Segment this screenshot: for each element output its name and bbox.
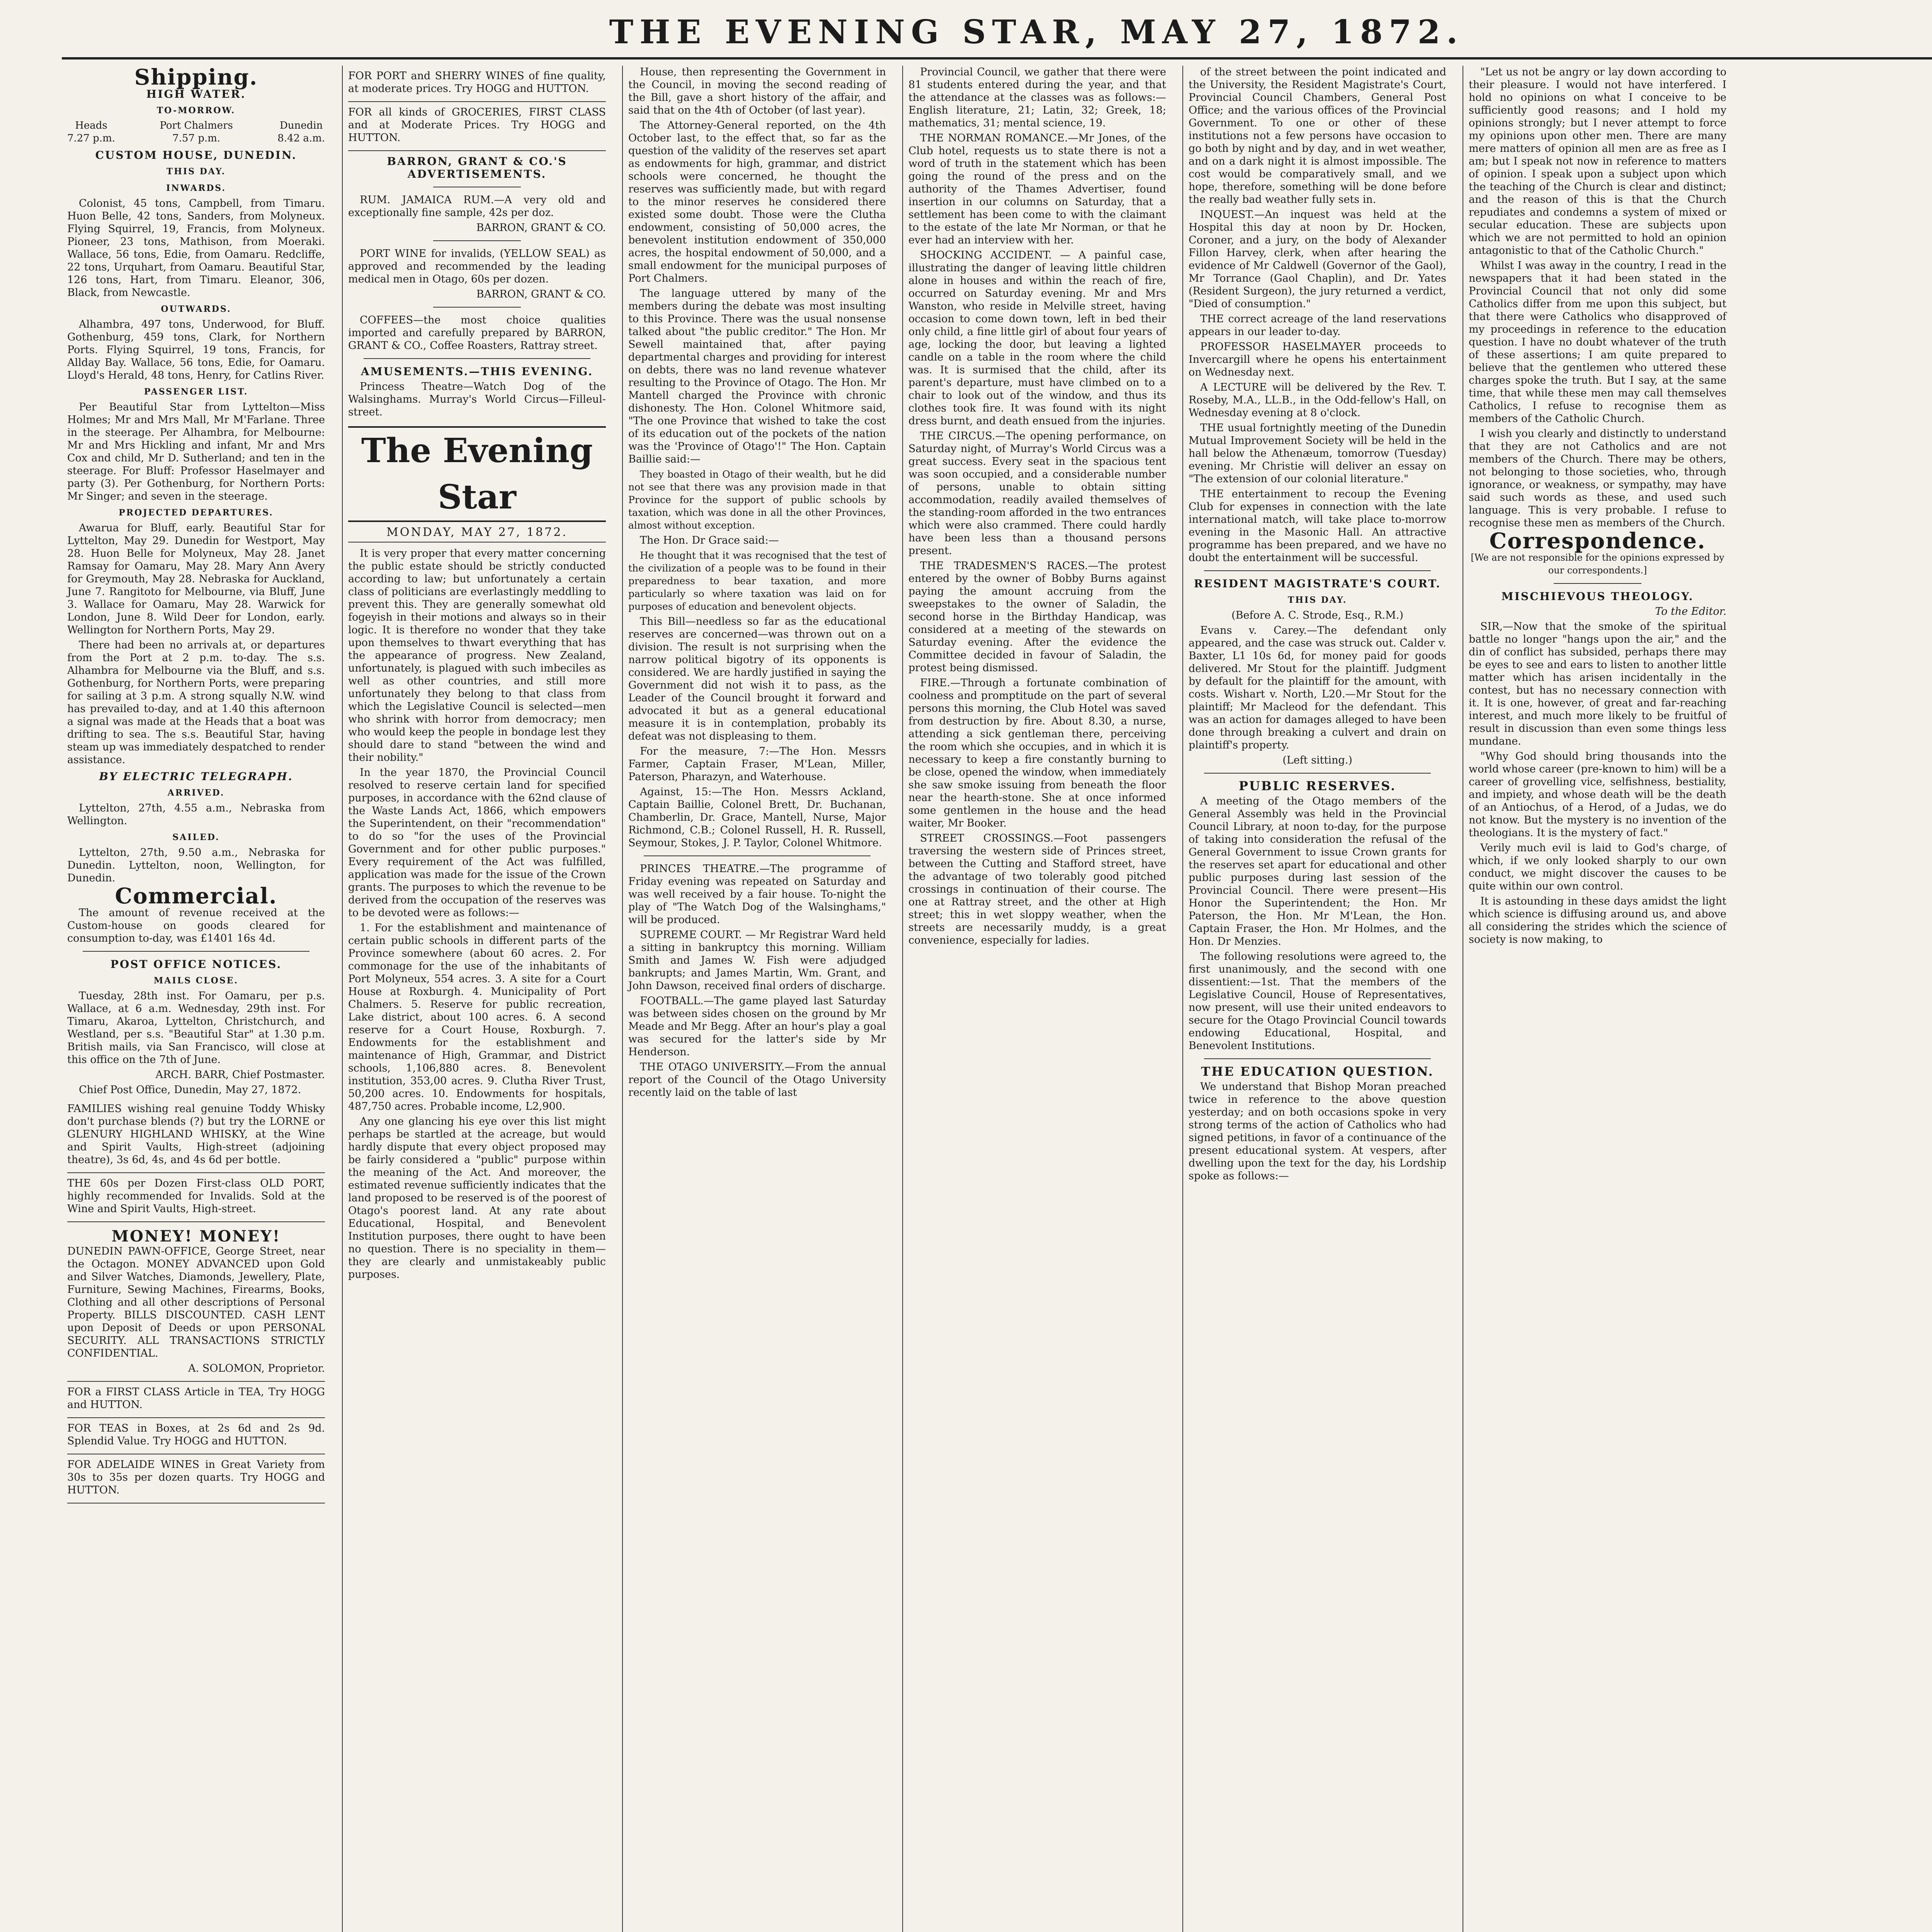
- projected-label: PROJECTED DEPARTURES.: [119, 508, 274, 518]
- passenger-label: PASSENGER LIST.: [144, 387, 248, 397]
- quoted-speech: He thought that it was recognised that the test of the civilization of a people was to be found in their preparedness to bear taxation, and more particularly so where taxation was laid on for purposes of education and benevolent objects.: [628, 550, 886, 612]
- news-item: Provincial Council, we gather that there were 81 students entered during the year, and that the attendance at the classes was as follows:—English literature, 21; Latin, 32; Greek, 18; mathematics, 31; mental science, 19.: [908, 66, 1166, 129]
- news-item: STREET CROSSINGS.—Foot passengers traversing the western side of Princes street, between the Cutting and Stafford street, have the advantage of two tolerably good pitched crossings in continuation of their course. The one at Rattray street, and the other at High street; this in wet sloppy weather, when the streets are necessarily muddy, is a great convenience, especially for ladies.: [908, 832, 1166, 946]
- article-paragraph: We understand that Bishop Moran preached twice in reference to the above question yesterday; and on both occasions spoke in very strong terms of the action of Catholics who had signed petitions, in favor of a continuance of the present educational system. At vespers, after dwelling upon the text for the day, his Lordship spoke as follows:—: [1189, 1081, 1446, 1182]
- letter-paragraph: It is astounding in these days amidst the light which science is diffusing around us, and above all considering the strides which the science of society is now making, to: [1469, 895, 1726, 946]
- article-paragraph: Whilst I was away in the country, I read in the newspapers that it had been stated in the Provincial Council that not only did some Catholics differ from me upon this subject, but that there were Catholics who disapproved of my proceedings in reference to the education question. I have no doubt whatever of the truth of these assertions; I am quite prepared to believe that the gentlemen who uttered these charges spoke the truth. But I say, at the same time, that while these men may call themselves Catholics, I refuse to recognise them as members of the Catholic Church.: [1469, 260, 1726, 425]
- ad-whisky: FAMILIES wishing real genuine Toddy Whisky don't purchase blends (?) but try the LORNE or GLENURY HIGHLAND WHISKY, at the Wine and Spirit Vaults, High-street (adjoining theatre), 3s 6d, 4s, and 4s 6d per bottle.: [67, 1099, 325, 1173]
- article-paragraph: House, then representing the Government in the Council, in moving the second reading of the Bill, gave a short history of the affair, and said that on the 4th of October (of last year).: [628, 66, 886, 116]
- commercial-text: The amount of revenue received at the Custom-house on goods cleared for consumption to-day, was £1401 16s 4d.: [67, 907, 325, 944]
- high-water-label: HIGH WATER.: [146, 88, 246, 100]
- divider: [433, 307, 521, 308]
- article-paragraph: The Hon. Dr Grace said:—: [640, 534, 779, 546]
- tide-table: [67, 119, 325, 145]
- ad-rum: RUM. JAMAICA RUM.—A very old and exceptionally fine sample, 42s per doz.: [348, 194, 606, 219]
- leader-paragraph: It is very proper that every matter concerning the public estate should be strictly conducted according to law; but unfortunately a certain class of politicians are everlastingly meddling to prevent this. They are generally somewhat old fogeyish in their motions and always so in their logic. It is therefore no wonder that they take upon themselves to thwart everything that has the appearance of progress. New Zealand, unfortunately, is plagued with such imbeciles as well as other countries, and still more unfortunately they belong to that class from which the Legislative Council is selected—men who shrink with horror from democracy; men who would keep the people in bondage lest they should dare to stand "between the wind and their nobility.": [348, 548, 606, 764]
- divider: [83, 951, 310, 952]
- inwards-label: INWARDS.: [166, 183, 226, 193]
- left-sitting: (Left sitting.): [1282, 754, 1352, 766]
- news-item: FIRE.—Through a fortunate combination of coolness and promptitude on the part of several persons this morning, the Club Hotel was saved from destruction by fire. About 8.30, a nurse, attending a sick gentleman there, perceiving the room which she occupies, and in which it is necessary to keep a fire constantly burning to be close, opened the window, when immediately she saw smoke issuing from beneath the floor near the hearth-stone. She at once informed some gentlemen in the house and the head waiter, Mr Booker.: [908, 677, 1166, 829]
- news-item: SUPREME COURT. — Mr Registrar Ward held a sitting in bankruptcy this morning. William Smith and James W. Fish were adjudged bankrupts; and James Martin, Wm. Grant, and John Dawson, received final orders of discharge.: [628, 929, 886, 992]
- newspaper-nameplate: The Evening Star: [348, 426, 606, 522]
- reserves-title: PUBLIC RESERVES.: [1238, 779, 1396, 793]
- news-item: PRINCES THEATRE.—The programme of Friday evening was repeated on Saturday and was well received by a fair house. To-night the play of "The Watch Dog of the Walsinghams," will be produced.: [628, 863, 886, 926]
- correspondence-note: [We are not responsible for the opinions expressed by our correspondents.]: [1471, 552, 1725, 576]
- news-item: THE CIRCUS.—The opening performance, on Saturday night, of Murray's World Circus was a great success. Every seat in the spacious tent was soon occupied, and a considerable number of persons, unable to obtain sitting accommodation, readily availed themselves of the standing-room afforded in the two entrances which were also crammed. There could hardly have been less than a thousand persons present.: [908, 430, 1166, 557]
- column-6: [1463, 66, 1732, 1932]
- amusements-text: Princess Theatre—Watch Dog of the Walsinghams. Murray's World Circus—Filleul-street.: [348, 381, 606, 418]
- news-item: THE entertainment to recoup the Evening Club for expenses in connection with the late international match, will take place to-morrow evening in the Masonic Hall. An attractive programme has been prepared, and we have no doubt the entertainment will be successful.: [1189, 488, 1446, 564]
- ad-groceries: FOR all kinds of GROCERIES, FIRST CLASS and at Moderate Prices. Try HOGG and HUTTON.: [348, 102, 606, 151]
- news-item: THE TRADESMEN'S RACES.—The protest entered by the owner of Bobby Burns against paying the amount accruing from the sweepstakes to the owner of Saladin, the second horse in the Birthday Handicap, was considered at a meeting of the stewards on Saturday evening. After the evidence the Committee decided in favour of Saladin, the protest being dismissed.: [908, 560, 1166, 674]
- column-1: [62, 66, 330, 1932]
- division-for: For the measure, 7:—The Hon. Messrs Farmer, Captain Fraser, M'Lean, Miller, Paterson, Pharazyn, and Waterhouse.: [628, 745, 886, 783]
- sailed-text: Lyttelton, 27th, 9.50 a.m., Nebraska for Dunedin. Lyttelton, noon, Wellington, for Dunedin.: [67, 847, 325, 884]
- tide-cell: Port Chalmers 7.57 p.m.: [160, 120, 233, 144]
- court-cases: Evans v. Carey.—The defendant only appeared, and the case was struck out. Calder v. Baxter, L1 10s 6d, for money paid for goods delivered. Mr Stout for the plaintiff. Judgment by default for the plaintiff for the amount, with costs. Wishart v. North, L20.—Mr Stout for the plaintiff; Mr Macleod for the defendant. This was an action for damages alleged to have been done through breaking a culvert and drain on plaintiff's property.: [1189, 624, 1447, 751]
- news-item: FOOTBALL.—The game played last Saturday was between sides chosen on the ground by Mr Meade and Mr Begg. After an hour's play a goal was secured for the latter's side by Mr Henderson.: [628, 995, 886, 1058]
- news-item: THE OTAGO UNIVERSITY.—From the annual report of the Council of the Otago University recently laid on the table of last: [628, 1061, 886, 1099]
- court-before: (Before A. C. Strode, Esq., R.M.): [1231, 609, 1403, 621]
- news-item: A LECTURE will be delivered by the Rev. T. Roseby, M.A., LL.B., in the Odd-fellow's Hall, on Wednesday evening at 8 o'clock.: [1189, 381, 1446, 419]
- tomorrow-label: TO-MORROW.: [156, 105, 236, 116]
- ad-tea: FOR a FIRST CLASS Article in TEA, Try HOGG and HUTTON.: [67, 1382, 325, 1418]
- news-item: THE NORMAN ROMANCE.—Mr Jones, of the Club hotel, requests us to state there is not a word of truth in the statement which has been going the round of the press and on the authority of the Thames Advertiser, found insertion in our columns on Saturday, that a settlement has been come to with the claimant to the estate of the late Mr Norman, or that he ever had an interview with her.: [908, 132, 1166, 246]
- letter-paragraph: "Why God should bring thousands into the world whose career (pre-known to him) will be a career of grovelling vice, selfishness, bestiality, and impiety, and whose death will be the death of an Antiochus, of a Herod, of a Judas, we do not know. But the mystery is no invention of the theologians. It is the mystery of fact.": [1469, 750, 1726, 839]
- arrivals-text: There had been no arrivals at, or departures from the Port at 2 p.m. to-day. The s.s. Alhambra for Melbourne via the Bluff, and s.s. Gothenburg, for Northern Ports, were preparing for sailing at 3 p.m. A strong squally N.W. wind has prevailed to-day, and at 1.40 this afternoon a signal was made at the Heads that a boat was drifting to sea. The s.s. Beautiful Star, having steam up was immediately despatched to render assistance.: [67, 639, 325, 766]
- article-paragraph: A meeting of the Otago members of the General Assembly was held in the Provincial Council Library, at noon to-day, for the purpose of taking into consideration the refusal of the General Government to issue Crown grants for the reserves set apart for educational and other public purposes during last session of the Provincial Council. There were present—His Honor the Superintendent; the Hon. Mr Paterson, the Hon. Mr M'Lean, the Hon. Captain Fraser, the Hon. Mr Holmes, and the Hon. Dr Menzies.: [1189, 795, 1446, 947]
- sailed-label: SAILED.: [172, 832, 220, 842]
- ad-old-port: THE 60s per Dozen First-class OLD PORT, highly recommended for Invalids. Sold at the Wine and Spirit Vaults, High-street.: [67, 1173, 325, 1222]
- court-title: RESIDENT MAGISTRATE'S COURT.: [1194, 577, 1441, 590]
- article-paragraph: This Bill—needless so far as the educational reserves are concerned—was thrown out on a division. The result is not surprising when the narrow political bigotry of its opponents is considered. We are hardly justified in saying the Government did not wish it to pass, as the Leader of the Council brought it forward and advocated it but as a general educational measure it is in contemplation, probably its defeat was not displeasing to them.: [628, 616, 886, 742]
- arrived-text: Lyttelton, 27th, 4.55 a.m., Nebraska from Wellington.: [67, 802, 325, 827]
- quoted-speech: They boasted in Otago of their wealth, but he did not see that there was any provision made in that Province for the support of public schools by taxation, which was done in all the other Provinces, almost without exception.: [628, 469, 886, 531]
- column-5: [1182, 66, 1452, 1932]
- court-day: THIS DAY.: [1287, 595, 1347, 605]
- leader-paragraph: In the year 1870, the Provincial Council resolved to reserve certain land for specified purposes, in accordance with the 62nd clause of the Waste Lands Act, 1866, which empowers the Superintendent, on their "recommendation" to do so "for the uses of the Provincial Government and for other public purposes." Every requirement of the Act was fulfilled, application was made for the issue of the Crown grants. The purposes to which the revenue to be derived from the occupation of the reserves was to be devoted were as follows:—: [348, 767, 606, 919]
- article-paragraph: The language uttered by many of the members during the debate was most insulting to this Province. There was the usual nonsense talked about "the public creditor." The Hon. Mr Sewell maintained that, after paying departmental charges and providing for interest on debts, there was no land revenue whatever resulting to the Province of Otago. The Hon. Mr Mantell charged the Province with chronic dishonesty. The Hon. Colonel Whitmore said, "The one Province that wished to take the cost of its education out of the pockets of the nation was the 'Province of Otago'!" The Hon. Captain Baillie said:—: [628, 287, 886, 465]
- letter-to: To the Editor.: [1655, 605, 1726, 617]
- arrived-label: ARRIVED.: [167, 788, 225, 798]
- education-title: THE EDUCATION QUESTION.: [1201, 1064, 1434, 1079]
- news-item: SHOCKING ACCIDENT. — A painful case, illustrating the danger of leaving little children alone in houses and within the reach of fire, occurred on Saturday evening. Mr and Mrs Wanston, who reside in Melville street, having occasion to come down town, left in bed their only child, a fine little girl of about four years of age, locking the door, but leaving a lighted candle on a table in the room where the child was. It is surmised that the child, after its parent's departure, must have climbed on to a chair to look out of the window, and thus its clothes took fire. It was found with its night dress burnt, and death ensued from the injuries.: [908, 249, 1166, 427]
- ad-port-wine-sign: BARRON, GRANT & CO.: [476, 288, 606, 300]
- postmaster-signature: ARCH. BARR, Chief Postmaster.: [155, 1069, 325, 1081]
- tide-cell: Dunedin 8.42 a.m.: [277, 120, 325, 144]
- ad-teas-boxes: FOR TEAS in Boxes, at 2s 6d and 2s 9d. Splendid Value. Try HOGG and HUTTON.: [67, 1418, 325, 1454]
- projected-text: Awarua for Bluff, early. Beautiful Star for Lyttelton, May 29. Dunedin for Westport, May 28. Huon Belle for Molyneux, May 28. Janet Ramsay for Oamaru, May 28. Mary Ann Avery for Greymouth, May 28. Nebraska for Auckland, June 7. Rangitoto for Melbourne, via Bluff, June 3. Wallace for Oamaru, May 28. Warwick for London, June 8. Wild Deer for London, early. Wellington for Northern Ports, May 29.: [67, 522, 325, 636]
- news-item: THE usual fortnightly meeting of the Dunedin Mutual Improvement Society will be held in the hall below the Athenæum, tomorrow (Tuesday) evening. Mr Christie will deliver an essay on "The extension of our colonial literature.": [1189, 422, 1446, 485]
- article-paragraph: The following resolutions were agreed to, the first unanimously, and the second with one dissentient:—1st. That the members of the Legislative Council, House of Representatives, now present, will use their united endeavors to secure for the Otago Provincial Council towards endowing Educational, Hospital, and Benevolent Institutions.: [1189, 951, 1446, 1052]
- divider: [364, 358, 590, 359]
- letter-paragraph: SIR,—Now that the smoke of the spiritual battle no longer "hangs upon the air," and the din of conflict has subsided, perhaps there may be eyes to see and ears to listen to another little matter which has arisen incidentally in the contest, but has no necessary connection with it. It is one, however, of great and far-reaching interest, and much more likely to be fruitful of result in discussion than even some things less mundane.: [1469, 621, 1726, 747]
- letter-paragraph: Verily much evil is laid to God's charge, of which, if we only looked sharply to our own conduct, we might discover the causes to be quite within our own control.: [1469, 842, 1726, 892]
- divider: [1204, 570, 1431, 571]
- ad-port-wine: PORT WINE for invalids, (YELLOW SEAL) as approved and recommended by the leading medical men in Otago, 60s per dozen.: [348, 248, 606, 285]
- ad-rum-sign: BARRON, GRANT & CO.: [476, 222, 606, 234]
- masthead: [62, 11, 1932, 60]
- ad-pawn-office: MONEY! MONEY! DUNEDIN PAWN-OFFICE, George Street, near the Octagon. MONEY ADVANCED upon Gold and Silver Watches, Diamonds, Jewellery, Plate, Furniture, Sewing Machines, Firearms, Books, Clothing and all other descriptions of Personal Property. BILLS DISCOUNTED. CASH LENT upon Deposit of Deeds or upon PERSONAL SECURITY. ALL TRANSACTIONS STRICTLY CONFIDENTIAL. A. SOLOMON, Proprietor.: [67, 1222, 325, 1382]
- news-item: INQUEST.—An inquest was held at the Hospital this day at noon by Dr. Hocken, Coroner, and a jury, on the body of Alexander Fillon Harvey, clerk, when after hearing the evidence of Mr Caldwell (Governor of the Gaol), Mr Torrance (Gaol Chaplin), and Dr. Yates (Resident Surgeon), the jury returned a verdict, "Died of consumption.": [1189, 209, 1446, 310]
- leader-paragraph: Any one glancing his eye over this list might perhaps be startled at the acreage, but would hardly dispute that every object proposed may be fairly considered a "public" purpose within the meaning of the Act. And moreover, the estimated revenue sufficiently indicates that the land proposed to be reserved is of the poorest of Otago's poorest land. At any rate about Educational, Hospital, and Benevolent Institution purposes, there ought to have been no question. There is no speciality in them—they are clearly and unmistakeably public purposes.: [348, 1116, 606, 1281]
- mails-close-label: MAILS CLOSE.: [153, 976, 239, 986]
- letter-title: MISCHIEVOUS THEOLOGY.: [1501, 590, 1694, 603]
- post-office-date: Chief Post Office, Dunedin, May 27, 1872.: [79, 1084, 301, 1096]
- news-item: THE correct acreage of the land reservations appears in our leader to-day.: [1189, 313, 1446, 338]
- article-paragraph: "Let us not be angry or lay down according to their pleasure. I would not have interfered. I hold no opinions on what I conceive to be sufficiently good reasons; and I hold my opinions strongly; but I never attempt to force my opinions upon other men. There are many mere matters of opinion all men are as free as I am; but I speak not now in reference to matters of opinion. I speak upon a subject upon which the teaching of the Church is clear and distinct; and the reason of this is that the Church repudiates and condemns a system of mixed or secular education. These are subjects upon which we are not permitted to hold an opinion antagonistic to that of the Catholic Church.": [1469, 66, 1726, 257]
- post-office-text: Tuesday, 28th inst. For Oamaru, per p.s. Wallace, at 6 a.m. Wednesday, 29th inst. For Timaru, Akaroa, Lyttelton, Christchurch, and Westland, per s.s. "Beautiful Star" at 1.30 p.m. British mails, via San Francisco, will close at this office on the 7th of June.: [67, 990, 325, 1066]
- page-title: THE EVENING STAR, MAY 27, 1872.: [609, 13, 1464, 51]
- divider: [1204, 1058, 1431, 1059]
- telegraph-label: BY ELECTRIC TELEGRAPH.: [99, 770, 293, 783]
- passenger-text: Per Beautiful Star from Lyttelton—Miss Holmes; Mr and Mrs Mall, Mr M'Farlane. Three in the steerage. Per Alhambra, for Melbourne: Mr and Mrs Hickling and infant, Mr and Mrs Cox and child, Mr D. Sutherland; and ten in the steerage. For Bluff: Professor Haselmayer and party (3). Per Gothenburg, for Northern Ports: Mr Singer; and seven in the steerage.: [67, 401, 325, 502]
- ad-coffee: COFFEES—the most choice qualities imported and carefully prepared by BARRON, GRANT & CO., Coffee Roasters, Rattray street.: [348, 314, 606, 352]
- article-paragraph: I wish you clearly and distinctly to understand that they are not Catholics and are not members of the Church. There may be others, not belonging to those societies, who, through ignorance, or weakness, or sympathy, may have said such words as these, and used such language. This is very probable. I refuse to recognise these men as members of the Church.: [1469, 428, 1726, 529]
- news-item: PROFESSOR HASELMAYER proceeds to Invercargill where he opens his entertainment on Wednesday next.: [1189, 341, 1446, 378]
- custom-house-heading: CUSTOM HOUSE, DUNEDIN.: [95, 149, 297, 162]
- ad-adelaide-wines: FOR ADELAIDE WINES in Great Variety from 30s to 35s per dozen quarts. Try HOGG and HUTTON.: [67, 1454, 325, 1503]
- tide-cell: Heads 7.27 p.m.: [67, 120, 115, 144]
- ad-port-sherry: FOR PORT and SHERRY WINES of fine quality, at moderate prices. Try HOGG and HUTTON.: [348, 66, 606, 102]
- column-2: [342, 66, 611, 1932]
- division-against: Against, 15:—The Hon. Messrs Ackland, Captain Baillie, Colonel Brett, Dr. Buchanan, Chamberlin, Dr. Grace, Mantell, Nurse, Major Richmond, C.B.; Colonel Russell, H. R. Russell, Seymour, Stokes, J. P. Taylor, Colonel Whitmore.: [628, 786, 886, 849]
- correspondence-heading: Correspondence.: [1489, 528, 1706, 554]
- divider: [433, 240, 521, 241]
- column-4: [902, 66, 1172, 1932]
- issue-date: MONDAY, MAY 27, 1872.: [348, 526, 606, 543]
- post-office-title: POST OFFICE NOTICES.: [110, 958, 282, 971]
- leader-list: 1. For the establishment and maintenance of certain public schools in different parts of the Province somewhere (about 60 acres. 2. For commonage for the use of the inhabitants of Port Molyneux, 554 acres. 3. A site for a Court House at Roxburgh. 4. Municipality of Port Chalmers. 5. Reserve for public recreation, Lake district, about 100 acres. 6. A second reserve for a Court House, Roxburgh. 7. Endowments for the establishment and maintenance of High, Grammar, and District schools, 1,106,880 acres. 8. Benevolent institution, 353,00 acres. 9. Clutha River Trust, 50,200 acres. 10. Endowments for hospitals, 487,750 acres. Probable income, L2,900.: [348, 922, 606, 1112]
- barron-heading: BARRON, GRANT & CO.'S ADVERTISEMENTS.: [387, 155, 567, 180]
- outwards-label: OUTWARDS.: [161, 304, 231, 314]
- news-item: of the street between the point indicated and the University, the Resident Magistrate's Court, Provincial Council Chambers, General Post Office; and the various offices of the Provincial Government. To one or other of these institutions not a few persons have occasion to go both by night and by day, and in wet weather, and on a dark night it is almost impossible. The cost would be comparatively small, and we hope, therefore, something will be done before the really bad weather fully sets in.: [1189, 66, 1446, 206]
- amusements-title: AMUSEMENTS.—THIS EVENING.: [361, 365, 594, 378]
- divider: [644, 855, 871, 856]
- outwards-text: Alhambra, 497 tons, Underwood, for Bluff. Gothenburg, 459 tons, Clark, for Northern Ports. Flying Squirrel, 19 tons, Francis, for Allday Bay. Wallace, 56 tons, Edie, for Oamaru. Lloyd's Herald, 48 tons, Henry, for Catlins River.: [67, 318, 325, 381]
- commercial-heading: Commercial.: [115, 883, 277, 909]
- divider: [1554, 583, 1641, 584]
- shipping-heading: Shipping.: [134, 66, 258, 90]
- newspaper-columns: [62, 66, 1932, 1932]
- divider: [1204, 773, 1431, 774]
- inwards-text: Colonist, 45 tons, Campbell, from Timaru. Huon Belle, 42 tons, Sanders, from Molyneux. Flying Squirrel, 19, Francis, from Molyneux. Pioneer, 23 tons, Mathison, from Moeraki. Wallace, 56 tons, Edie, from Oamaru. Redcliffe, 22 tons, Urquhart, from Oamaru. Beautiful Star, 126 tons, Hart, from Timaru. Eleanor, 306, Black, from Newcastle.: [67, 197, 325, 299]
- this-day-label: THIS DAY.: [166, 167, 226, 177]
- column-3: [622, 66, 891, 1932]
- article-paragraph: The Attorney-General reported, on the 4th October last, to the effect that, so far as the question of the validity of the reserves set apart as endowments for high, grammar, and district schools were concerned, he thought the reserves was sufficiently made, but with regard to the minor reserves he considered there existed some doubt. Those were the Clutha endowment, consisting of 50,000 acres, the benevolent institution endowment of 350,000 acres, the hospital endowment of 50,000, and a small endowment for the municipal purposes of Port Chalmers.: [628, 119, 886, 284]
